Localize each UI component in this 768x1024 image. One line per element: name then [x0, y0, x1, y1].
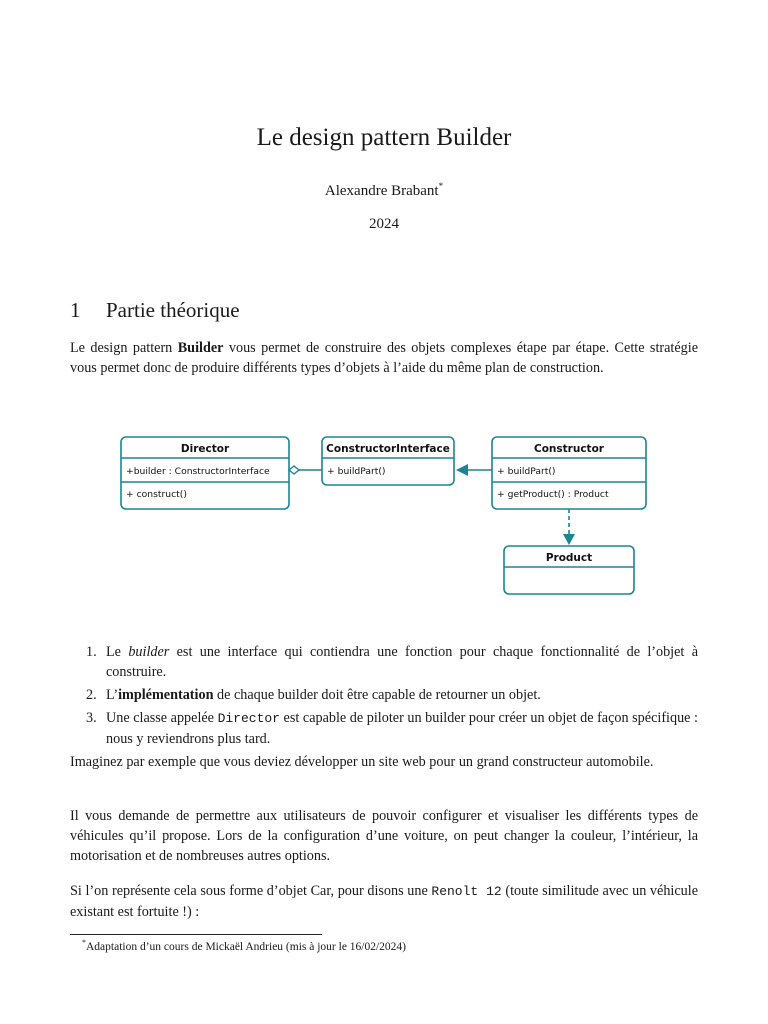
- footnote-text: Adaptation d’un cours de Mickaël Andrieu (mis à jour le 16/02/2024): [86, 940, 407, 953]
- product-name: Product: [545, 552, 593, 564]
- list-item-number: 3.: [86, 710, 97, 726]
- paragraph-text: (toute similitude avec un véhicule existant est fortuite !) :: [70, 883, 698, 920]
- class-director: [121, 437, 289, 509]
- list-item-text: de chaque builder doit être capable de retourner un objet.: [213, 687, 541, 703]
- dependency-connector: [563, 509, 575, 545]
- intro-paragraph: [70, 338, 698, 378]
- inline-code: Renolt 12: [431, 884, 502, 899]
- intro-text-start: Le design pattern: [70, 340, 178, 356]
- author-line: [0, 181, 768, 200]
- footnote-divider: [70, 934, 322, 935]
- list-item-text: est une interface qui contiendra une fonction pour chaque fonctionnalité de l’objet à construire.: [106, 644, 698, 680]
- author-footnote-mark: *: [438, 181, 444, 191]
- builder-points-list: [70, 642, 698, 752]
- section-number: 1: [70, 298, 81, 322]
- list-item-text: est capable de piloter un builder pour créer un objet de façon spécifique : nous y reviendrons plus tard.: [106, 710, 698, 747]
- director-name: Director: [180, 443, 230, 455]
- constructor-method-buildpart: + buildPart(): [497, 466, 556, 477]
- aggregation-diamond-icon: [289, 466, 299, 474]
- list-item: [70, 642, 698, 682]
- aggregation-connector: [289, 466, 322, 474]
- class-constructor: [492, 437, 646, 509]
- list-item-number: 1.: [86, 644, 97, 660]
- list-item-emphasis: builder: [128, 644, 170, 660]
- interface-method: + buildPart(): [327, 466, 386, 477]
- class-constructor-interface: [322, 437, 454, 485]
- list-item: [70, 708, 698, 749]
- footnote: [82, 938, 406, 953]
- list-item-emphasis: implémentation: [118, 687, 214, 703]
- class-product: [504, 546, 634, 594]
- director-method: + construct(): [126, 489, 187, 500]
- paragraph-text: Si l’on représente cela sous forme d’objet Car, pour disons une: [70, 883, 432, 899]
- section-heading: [70, 298, 240, 323]
- list-item-text: L’: [106, 687, 119, 703]
- list-item: [70, 685, 698, 705]
- list-item-number: 2.: [86, 687, 97, 703]
- list-item-text: Le: [106, 644, 129, 660]
- constructor-name: Constructor: [534, 443, 604, 455]
- section-title: Partie théorique: [106, 298, 240, 322]
- paper-title: Le design pattern Builder: [256, 124, 512, 151]
- uml-diagram: [100, 400, 668, 620]
- constructor-method-getproduct: + getProduct() : Product: [497, 489, 609, 500]
- list-item-text: Une classe appelée: [106, 710, 218, 726]
- intro-keyword: Builder: [177, 340, 224, 356]
- date-line: 2024: [369, 216, 399, 232]
- realization-connector: [456, 464, 492, 476]
- dependency-arrow-icon: [563, 534, 575, 545]
- paragraph-car-object: [70, 881, 698, 922]
- author-name: Alexandre Brabant: [324, 183, 439, 199]
- footnote-mark: *: [82, 938, 86, 947]
- intro-text-end: vous permet de construire des objets complexes étape par étape. Cette stratégie vous permet donc de produire différents types d’objets à l’aide du même plan de construction.: [70, 340, 698, 376]
- paragraph-configuration: Il vous demande de permettre aux utilisateurs de pouvoir configurer et visualiser les différents types de véhicules qu’il propose. Lors de la configuration d’une voiture, on peut changer la couleur, l’intérieur, la motorisation et de nombreuses autres options.: [70, 808, 698, 864]
- paragraph-example: Imaginez par exemple que vous deviez développer un site web pour un grand constructeur automobile.: [70, 754, 654, 770]
- interface-name: ConstructorInterface: [326, 443, 450, 455]
- realization-arrow-icon: [456, 464, 468, 476]
- director-attribute: +builder : ConstructorInterface: [126, 466, 270, 477]
- list-item-code: Director: [217, 711, 280, 726]
